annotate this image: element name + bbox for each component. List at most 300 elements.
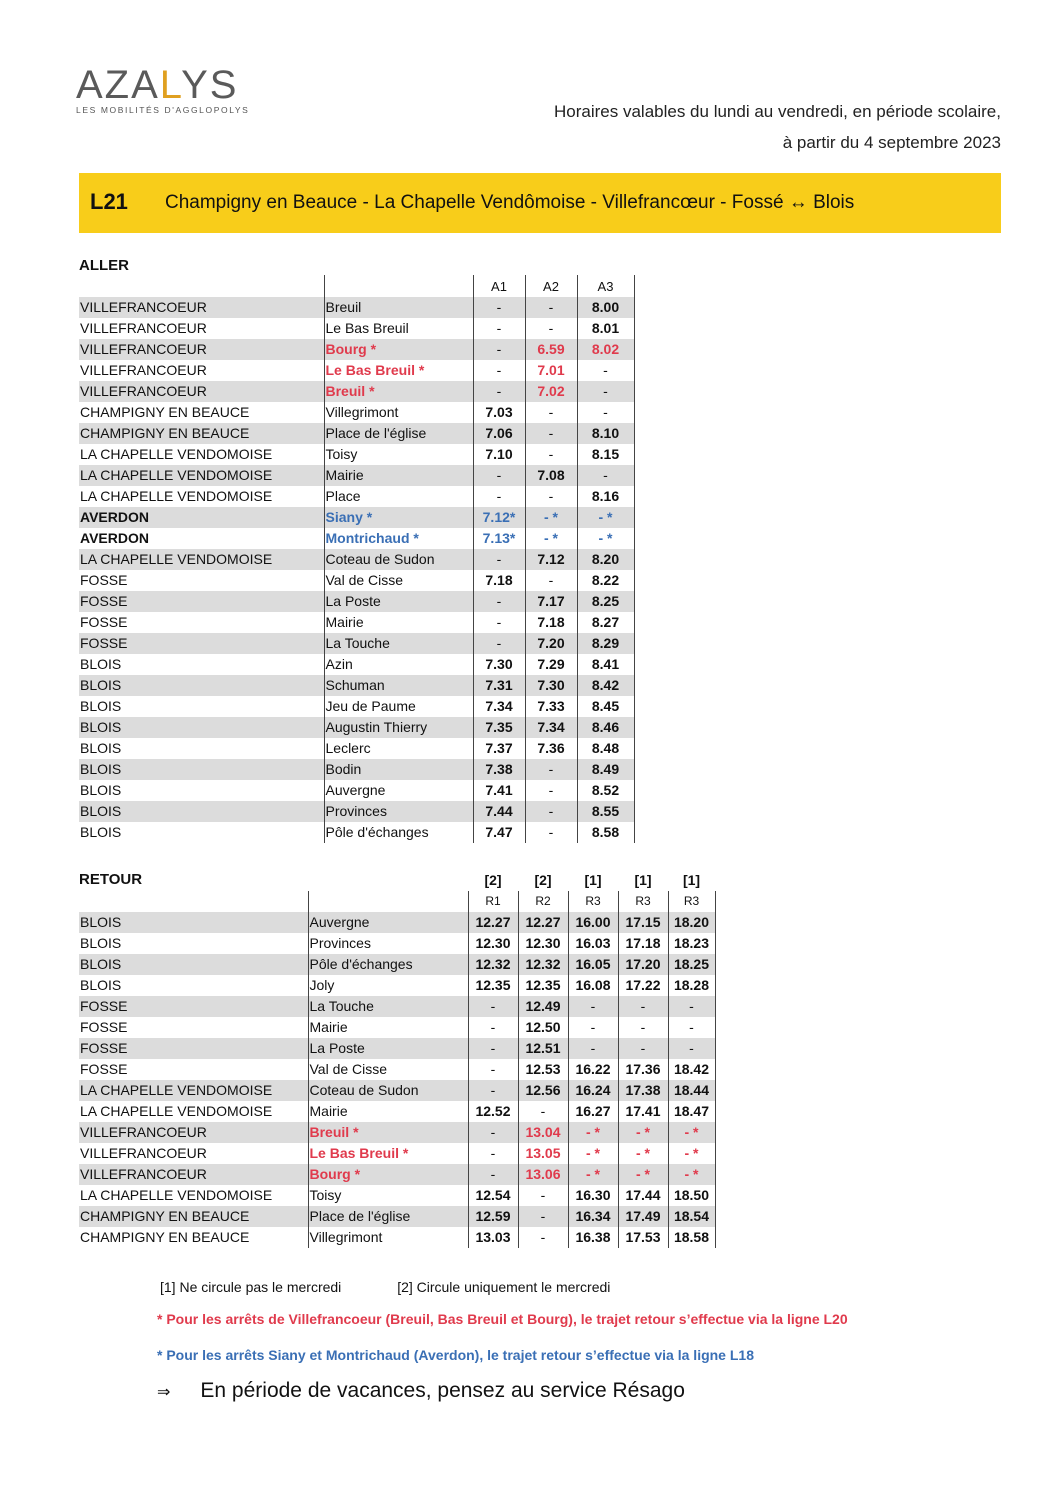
table-row	[79, 339, 634, 360]
time-cell: 7.12*	[473, 507, 525, 528]
blank-cell	[308, 870, 468, 891]
column-header: R3	[568, 891, 618, 912]
commune-cell: AVERDON	[79, 507, 324, 528]
time-cell: 16.05	[568, 954, 618, 975]
stop-cell: Breuil	[324, 297, 473, 318]
arrow-right-icon: ⇒	[157, 1384, 171, 1401]
time-cell: 7.31	[473, 675, 525, 696]
time-cell: 17.20	[618, 954, 668, 975]
retour-label: RETOUR	[79, 871, 143, 888]
time-cell: 12.27	[468, 912, 518, 933]
stop-cell: Bourg *	[308, 1164, 468, 1185]
time-cell: -	[577, 402, 634, 423]
time-cell: 16.00	[568, 912, 618, 933]
blank-cell	[324, 275, 473, 297]
table-row	[79, 1101, 715, 1122]
time-cell: 7.13*	[473, 528, 525, 549]
time-cell: -	[568, 1017, 618, 1038]
stop-cell: La Touche	[308, 996, 468, 1017]
aller-timetable	[79, 275, 635, 843]
time-cell: 17.18	[618, 933, 668, 954]
time-cell: 13.04	[518, 1122, 568, 1143]
time-cell: 16.24	[568, 1080, 618, 1101]
commune-cell: LA CHAPELLE VENDOMOISE	[80, 488, 273, 504]
stop-cell: Val de Cisse	[308, 1059, 468, 1080]
time-cell: 12.35	[468, 975, 518, 996]
stop-cell: Schuman	[324, 675, 473, 696]
time-cell: 7.10	[473, 444, 525, 465]
column-notes-row	[79, 870, 715, 891]
table-row	[79, 486, 634, 507]
stop-cell: Jeu de Paume	[324, 696, 473, 717]
stop-cell: Villegrimont	[308, 1227, 468, 1248]
time-cell: 18.28	[668, 975, 715, 996]
time-cell: 12.30	[468, 933, 518, 954]
time-cell: 17.41	[618, 1101, 668, 1122]
time-cell: - *	[577, 507, 634, 528]
time-cell: 12.53	[518, 1059, 568, 1080]
table-row	[79, 1185, 715, 1206]
time-cell: 8.02	[577, 339, 634, 360]
time-cell: 6.59	[525, 339, 577, 360]
time-cell: 12.51	[518, 1038, 568, 1059]
azalys-logo	[76, 63, 276, 115]
validity-line-1: Horaires valables du lundi au vendredi, en période scolaire,	[554, 102, 1001, 121]
time-cell: 7.29	[525, 654, 577, 675]
commune-cell: BLOIS	[79, 717, 324, 738]
commune-cell: VILLEFRANCOEUR	[79, 339, 324, 360]
time-cell: 18.54	[668, 1206, 715, 1227]
vacances-note	[157, 1379, 685, 1403]
time-cell: 17.38	[618, 1080, 668, 1101]
time-cell: -	[473, 465, 525, 486]
stop-cell: Mairie	[308, 1017, 468, 1038]
stop-cell: Pôle d'échanges	[308, 954, 468, 975]
stop-cell: Place de l'église	[308, 1206, 468, 1227]
time-cell: 7.36	[525, 738, 577, 759]
stop-cell: Toisy	[324, 444, 473, 465]
time-cell: -	[525, 570, 577, 591]
note-1: [1] Ne circule pas le mercredi	[160, 1279, 342, 1295]
time-cell: 7.41	[473, 780, 525, 801]
stop-cell: Auvergne	[324, 780, 473, 801]
table-row	[79, 822, 634, 843]
time-cell: 8.15	[577, 444, 634, 465]
commune-cell: BLOIS	[80, 698, 122, 714]
time-cell: 7.30	[525, 675, 577, 696]
commune-cell: BLOIS	[80, 977, 122, 993]
table-row	[79, 633, 634, 654]
table-row	[79, 1227, 715, 1248]
time-cell: - *	[618, 1122, 668, 1143]
blank-cell	[79, 275, 324, 297]
commune-cell: BLOIS	[80, 740, 122, 756]
time-cell: -	[473, 318, 525, 339]
commune-cell: VILLEFRANCOEUR	[79, 1122, 308, 1143]
time-cell: -	[525, 297, 577, 318]
table-row	[79, 612, 634, 633]
column-header: A2	[525, 275, 577, 297]
note-2: [2] Circule uniquement le mercredi	[397, 1279, 611, 1295]
stop-cell: Mairie	[308, 1101, 468, 1122]
time-cell: 12.49	[518, 996, 568, 1017]
stop-cell: Auvergne	[308, 912, 468, 933]
column-note: [1]	[634, 872, 652, 888]
commune-cell: BLOIS	[79, 759, 324, 780]
line-title: Champigny en Beauce - La Chapelle Vendômoise - Villefrancœur - Fossé ↔ Blois	[165, 192, 855, 213]
time-cell: -	[525, 423, 577, 444]
time-cell: 7.35	[473, 717, 525, 738]
time-cell: -	[668, 1017, 715, 1038]
stop-cell: Provinces	[308, 933, 468, 954]
column-header: R1	[468, 891, 518, 912]
time-cell: -	[525, 801, 577, 822]
time-cell: 7.17	[525, 591, 577, 612]
time-cell: 8.01	[577, 318, 634, 339]
time-cell: - *	[577, 528, 634, 549]
stop-cell: La Touche	[324, 633, 473, 654]
time-cell: -	[618, 996, 668, 1017]
commune-cell: BLOIS	[79, 912, 308, 933]
time-cell: 8.29	[577, 633, 634, 654]
commune-cell: CHAMPIGNY EN BEAUCE	[79, 1206, 308, 1227]
time-cell: 18.25	[668, 954, 715, 975]
time-cell: 12.27	[518, 912, 568, 933]
stop-cell: Le Bas Breuil *	[308, 1143, 468, 1164]
table-row	[79, 1059, 715, 1080]
table-row	[79, 1143, 715, 1164]
table-row	[79, 1206, 715, 1227]
time-cell: 12.59	[468, 1206, 518, 1227]
table-row	[79, 360, 634, 381]
time-cell: -	[468, 1122, 518, 1143]
blank-cell	[79, 891, 308, 912]
time-cell: 18.42	[668, 1059, 715, 1080]
time-cell: 8.49	[577, 759, 634, 780]
commune-cell: VILLEFRANCOEUR	[79, 297, 324, 318]
time-cell: 16.38	[568, 1227, 618, 1248]
stop-cell: Le Bas Breuil *	[324, 360, 473, 381]
time-cell: 7.34	[473, 696, 525, 717]
time-cell: -	[468, 1017, 518, 1038]
table-row	[79, 528, 634, 549]
table-row	[79, 675, 634, 696]
stop-cell: Toisy	[308, 1185, 468, 1206]
time-cell: 7.47	[473, 822, 525, 843]
time-cell: - *	[525, 507, 577, 528]
commune-cell: VILLEFRANCOEUR	[80, 320, 207, 336]
table-row	[79, 444, 634, 465]
stop-cell: Azin	[324, 654, 473, 675]
validity-line-2: à partir du 4 septembre 2023	[782, 133, 1001, 152]
time-cell: 8.48	[577, 738, 634, 759]
time-cell: -	[618, 1017, 668, 1038]
vacances-text: En période de vacances, pensez au service Résago	[200, 1379, 685, 1402]
stop-cell: Bodin	[324, 759, 473, 780]
table-row	[79, 381, 634, 402]
table-row	[79, 738, 634, 759]
time-cell: -	[468, 1143, 518, 1164]
blank-cell	[79, 870, 308, 891]
commune-cell: BLOIS	[80, 935, 122, 951]
time-cell: 17.44	[618, 1185, 668, 1206]
time-cell: -	[473, 633, 525, 654]
stop-cell: Provinces	[324, 801, 473, 822]
table-row	[79, 591, 634, 612]
table-row	[79, 696, 634, 717]
time-cell: 17.49	[618, 1206, 668, 1227]
table-row	[79, 318, 634, 339]
stop-cell: Place de l'église	[324, 423, 473, 444]
time-cell: -	[468, 996, 518, 1017]
retour-timetable	[79, 870, 716, 1248]
time-cell: 12.35	[518, 975, 568, 996]
time-cell: 12.32	[468, 954, 518, 975]
time-cell: -	[468, 1059, 518, 1080]
table-row	[79, 570, 634, 591]
time-cell: -	[518, 1206, 568, 1227]
stop-cell: Augustin Thierry	[324, 717, 473, 738]
time-cell: - *	[525, 528, 577, 549]
time-cell: 18.44	[668, 1080, 715, 1101]
time-cell: -	[668, 1038, 715, 1059]
time-cell: -	[468, 1080, 518, 1101]
time-cell: 7.02	[525, 381, 577, 402]
time-cell: -	[473, 360, 525, 381]
commune-cell: BLOIS	[80, 656, 122, 672]
time-cell: -	[668, 996, 715, 1017]
column-note: [1]	[682, 872, 701, 888]
time-cell: -	[473, 381, 525, 402]
time-cell: 16.34	[568, 1206, 618, 1227]
time-cell: 8.20	[577, 549, 634, 570]
table-row	[79, 402, 634, 423]
stop-cell: La Poste	[324, 591, 473, 612]
time-cell: 8.16	[577, 486, 634, 507]
time-cell: -	[577, 381, 634, 402]
time-cell: -	[518, 1185, 568, 1206]
time-cell: 12.50	[518, 1017, 568, 1038]
time-cell: 18.23	[668, 933, 715, 954]
time-cell: 8.55	[577, 801, 634, 822]
commune-cell: LA CHAPELLE VENDOMOISE	[79, 465, 324, 486]
stop-cell: Coteau de Sudon	[324, 549, 473, 570]
stop-cell: Coteau de Sudon	[308, 1080, 468, 1101]
stop-cell: Breuil *	[324, 381, 473, 402]
time-cell: 12.52	[468, 1101, 518, 1122]
time-cell: 7.06	[473, 423, 525, 444]
footnote-averdon: * Pour les arrêts Siany et Montrichaud (Averdon), le trajet retour s’effectue via la ligne L18	[157, 1347, 754, 1363]
commune-cell: BLOIS	[79, 801, 324, 822]
time-cell: 8.22	[577, 570, 634, 591]
time-cell: 17.36	[618, 1059, 668, 1080]
time-cell: -	[473, 297, 525, 318]
time-cell: 16.27	[568, 1101, 618, 1122]
commune-cell: CHAMPIGNY EN BEAUCE	[80, 404, 250, 420]
commune-cell: BLOIS	[80, 824, 122, 840]
stop-cell: La Poste	[308, 1038, 468, 1059]
table-row	[79, 423, 634, 444]
time-cell: 8.27	[577, 612, 634, 633]
stop-cell: Breuil *	[308, 1122, 468, 1143]
line-banner	[79, 173, 1001, 233]
time-cell: - *	[668, 1164, 715, 1185]
commune-cell: LA CHAPELLE VENDOMOISE	[79, 1080, 308, 1101]
commune-cell: VILLEFRANCOEUR	[80, 1145, 207, 1161]
line-code: L21	[90, 189, 128, 214]
time-cell: 8.41	[577, 654, 634, 675]
column-note: [2]	[484, 872, 502, 888]
time-cell: - *	[668, 1143, 715, 1164]
time-cell: 7.33	[525, 696, 577, 717]
time-cell: -	[525, 318, 577, 339]
time-cell: 16.08	[568, 975, 618, 996]
time-cell: 7.37	[473, 738, 525, 759]
time-cell: 8.00	[577, 297, 634, 318]
time-cell: -	[473, 549, 525, 570]
commune-cell: FOSSE	[80, 1061, 128, 1077]
commune-cell: VILLEFRANCOEUR	[79, 381, 324, 402]
column-header: A3	[577, 275, 634, 297]
commune-cell: BLOIS	[80, 782, 122, 798]
time-cell: 17.22	[618, 975, 668, 996]
table-row	[79, 297, 634, 318]
column-note: [2]	[534, 872, 552, 888]
time-cell: 16.30	[568, 1185, 618, 1206]
column-header: R2	[518, 891, 568, 912]
time-cell: 7.38	[473, 759, 525, 780]
stop-cell: Val de Cisse	[324, 570, 473, 591]
stop-cell: Montrichaud *	[324, 528, 473, 549]
time-cell: 18.20	[668, 912, 715, 933]
time-cell: 8.25	[577, 591, 634, 612]
time-cell: - *	[668, 1122, 715, 1143]
stop-cell: Leclerc	[324, 738, 473, 759]
table-row	[79, 717, 634, 738]
time-cell: 7.44	[473, 801, 525, 822]
time-cell: - *	[568, 1143, 618, 1164]
time-cell: 12.56	[518, 1080, 568, 1101]
time-cell: -	[468, 1038, 518, 1059]
time-cell: 18.47	[668, 1101, 715, 1122]
time-cell: -	[525, 402, 577, 423]
table-row	[79, 780, 634, 801]
stop-cell: Pôle d'échanges	[324, 822, 473, 843]
commune-cell: FOSSE	[80, 1019, 128, 1035]
table-row	[79, 1038, 715, 1059]
commune-cell: FOSSE	[79, 996, 308, 1017]
time-cell: -	[577, 360, 634, 381]
time-cell: 8.52	[577, 780, 634, 801]
table-row	[79, 801, 634, 822]
commune-cell: LA CHAPELLE VENDOMOISE	[80, 1103, 273, 1119]
column-header-row	[79, 891, 715, 912]
time-cell: -	[473, 339, 525, 360]
column-header-row	[79, 275, 634, 297]
commune-cell: BLOIS	[79, 954, 308, 975]
time-cell: 7.20	[525, 633, 577, 654]
logo-tagline: LES MOBILITÉS D'AGGLOPOLYS	[76, 105, 250, 115]
time-cell: 7.18	[473, 570, 525, 591]
time-cell: -	[568, 1038, 618, 1059]
time-cell: - *	[618, 1143, 668, 1164]
time-cell: 12.32	[518, 954, 568, 975]
table-row	[79, 1017, 715, 1038]
time-cell: 8.46	[577, 717, 634, 738]
commune-cell: FOSSE	[79, 633, 324, 654]
commune-cell: LA CHAPELLE VENDOMOISE	[80, 446, 273, 462]
time-cell: 17.53	[618, 1227, 668, 1248]
time-cell: -	[468, 1164, 518, 1185]
time-cell: 8.42	[577, 675, 634, 696]
time-cell: 8.10	[577, 423, 634, 444]
table-row	[79, 1122, 715, 1143]
time-cell: 7.12	[525, 549, 577, 570]
time-cell: -	[525, 780, 577, 801]
blank-cell	[308, 891, 468, 912]
time-cell: -	[473, 612, 525, 633]
table-row	[79, 1080, 715, 1101]
commune-cell: FOSSE	[80, 572, 128, 588]
table-row	[79, 507, 634, 528]
time-cell: 13.03	[468, 1227, 518, 1248]
footnote-villefrancoeur: * Pour les arrêts de Villefrancoeur (Breuil, Bas Breuil et Bourg), le trajet retour s’effectue via la ligne L20	[157, 1311, 848, 1327]
validity-text	[554, 96, 1001, 158]
time-cell: 8.58	[577, 822, 634, 843]
stop-cell: Mairie	[324, 612, 473, 633]
time-cell: 12.54	[468, 1185, 518, 1206]
stop-cell: Bourg *	[324, 339, 473, 360]
time-cell: 7.03	[473, 402, 525, 423]
aller-label: ALLER	[79, 257, 129, 274]
time-cell: -	[618, 1038, 668, 1059]
time-cell: -	[525, 822, 577, 843]
commune-cell: LA CHAPELLE VENDOMOISE	[80, 1187, 273, 1203]
time-cell: - *	[618, 1164, 668, 1185]
time-cell: 7.01	[525, 360, 577, 381]
time-cell: 13.05	[518, 1143, 568, 1164]
time-cell: -	[525, 444, 577, 465]
commune-cell: FOSSE	[79, 1038, 308, 1059]
table-row	[79, 912, 715, 933]
time-cell: 16.22	[568, 1059, 618, 1080]
time-cell: -	[568, 996, 618, 1017]
time-cell: 8.45	[577, 696, 634, 717]
stop-cell: Siany *	[324, 507, 473, 528]
time-cell: 16.03	[568, 933, 618, 954]
time-cell: -	[525, 759, 577, 780]
time-cell: 18.58	[668, 1227, 715, 1248]
column-header: A1	[473, 275, 525, 297]
stop-cell: Mairie	[324, 465, 473, 486]
time-cell: - *	[568, 1122, 618, 1143]
stop-cell: Villegrimont	[324, 402, 473, 423]
time-cell: 7.18	[525, 612, 577, 633]
commune-cell: FOSSE	[79, 591, 324, 612]
column-header: R3	[618, 891, 668, 912]
table-row	[79, 933, 715, 954]
table-row	[79, 996, 715, 1017]
column-note: [1]	[584, 872, 602, 888]
table-row	[79, 954, 715, 975]
time-cell: - *	[568, 1164, 618, 1185]
column-notes	[160, 1279, 662, 1295]
time-cell: -	[518, 1101, 568, 1122]
commune-cell: VILLEFRANCOEUR	[79, 1164, 308, 1185]
time-cell: 13.06	[518, 1164, 568, 1185]
stop-cell: Le Bas Breuil	[324, 318, 473, 339]
time-cell: 7.34	[525, 717, 577, 738]
